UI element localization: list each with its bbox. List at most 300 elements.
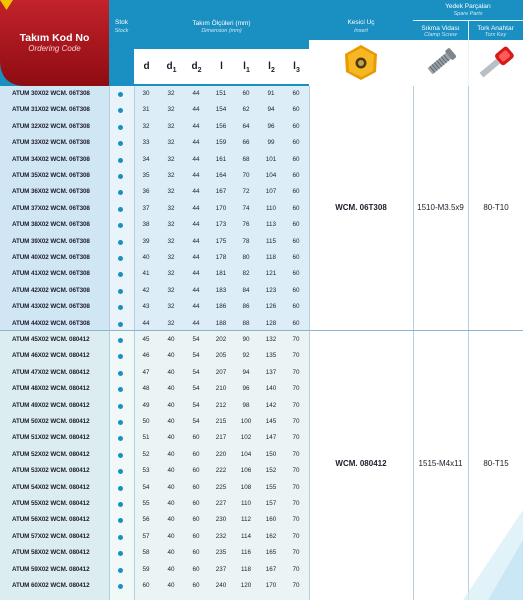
table-row [0,102,309,118]
table-row [0,168,309,184]
dimension-value-l1: 86 [242,303,250,311]
table-row [0,562,309,578]
stock-dot-icon [118,387,123,392]
stock-dot-icon [118,518,123,523]
ordering-code: ATUM 40X02 WCM. 06T308 [12,254,90,261]
dimension-value-l: 220 [215,450,227,458]
dimension-symbol-base: d [166,61,173,72]
dimension-symbol-base: l [220,61,223,72]
dimension-value-l2: 152 [265,467,277,475]
dimension-value-d1: 40 [167,565,175,573]
dimension-value-l: 237 [215,565,227,573]
dimension-value-l: 181 [215,270,227,278]
ordering-code: ATUM 60X02 WCM. 080412 [12,582,90,589]
dimension-value-l1: 68 [242,155,250,163]
dimension-value-d2: 44 [192,319,200,327]
dimension-value-d2: 54 [192,418,200,425]
dimension-value-d2: 54 [192,368,200,376]
dimension-value-l1: 64 [242,122,250,130]
dimension-value-d2: 44 [192,303,200,311]
dimension-value-l3: 60 [292,254,300,261]
dimension-value-l3: 60 [292,90,300,97]
dimension-title: Takım Ölçüleri (mm) [192,20,251,27]
dimension-value-d1: 40 [167,516,175,524]
dimension-value-l2: 104 [265,172,277,179]
dimension-value-d2: 44 [192,172,200,179]
torx-key-image-box [469,40,523,86]
ordering-code: ATUM 59X02 WCM. 080412 [12,565,90,573]
dimension-value-d2: 60 [192,516,200,524]
dimension-value-d: 39 [142,237,150,245]
dimension-value-l1: 104 [240,450,252,458]
key-value-group2: 80-T15 [483,459,509,468]
dimension-value-l3: 70 [292,483,300,491]
dimension-value-d1: 40 [167,336,175,343]
ordering-code: ATUM 30X02 WCM. 06T308 [12,90,90,97]
dimension-value-l3: 60 [292,221,300,229]
ordering-code: ATUM 50X02 WCM. 080412 [12,418,90,425]
stock-dot-icon [118,256,123,261]
dimension-symbol-index: 1 [245,67,250,74]
dimension-value-d2: 44 [192,188,200,196]
table-row [0,234,309,250]
ordering-code: ATUM 54X02 WCM. 080412 [12,483,90,491]
dimension-value-l: 161 [215,155,227,163]
dimension-value-d: 54 [142,483,150,491]
table-row [0,135,309,151]
ordering-code: ATUM 33X02 WCM. 06T308 [12,139,90,147]
dimension-value-d: 31 [142,106,150,114]
stock-dot-icon [118,486,123,491]
dimension-value-d2: 60 [192,549,200,557]
table-row [0,152,309,168]
dimension-value-d1: 32 [167,286,175,294]
table-row [0,430,309,446]
dimension-value-l3: 60 [292,155,300,163]
dimension-value-d: 47 [142,368,150,376]
dimension-value-d2: 44 [192,106,200,114]
stock-dot-icon [118,420,123,425]
dimension-value-l3: 60 [292,139,300,147]
dimension-value-d1: 32 [167,270,175,278]
screw-value-group2: 1515-M4x11 [418,459,463,468]
dimension-value-d2: 44 [192,237,200,245]
dimension-value-l2: 137 [265,368,277,376]
dimension-value-l2: 162 [265,532,277,540]
dimension-value-l2: 170 [265,582,277,589]
dimension-value-d1: 32 [167,90,175,97]
dimension-symbol-3 [209,49,234,85]
clamp-screw-subtitle: Clamp Screw [424,32,457,38]
dimension-value-l2: 107 [265,188,277,196]
dimension-value-d: 38 [142,221,150,229]
insert-icon [309,40,413,86]
insert-value-group2: WCM. 080412 [335,459,387,468]
insert-image-box [309,40,413,86]
dimension-value-l3: 70 [292,467,300,475]
dimension-value-l3: 60 [292,270,300,278]
dimension-value-d: 60 [142,582,150,589]
dimension-value-l: 164 [215,172,227,179]
dimension-value-l3: 60 [292,286,300,294]
dimension-value-l2: 91 [267,90,275,97]
dimension-value-l2: 121 [265,270,277,278]
dimension-value-l: 210 [215,385,227,393]
dimension-value-d1: 32 [167,303,175,311]
table-row [0,414,309,430]
dimension-value-l3: 70 [292,549,300,557]
dimension-value-d: 57 [142,532,150,540]
dimension-value-d1: 32 [167,139,175,147]
dimension-value-l1: 94 [242,368,250,376]
stock-dot-icon [118,289,123,294]
table-row [0,463,309,479]
table-row [0,529,309,545]
dimension-symbol-2 [184,49,209,85]
dimension-value-d2: 44 [192,286,200,294]
stock-dot-icon [118,338,123,343]
dimension-value-d2: 54 [192,385,200,393]
dimension-value-l3: 60 [292,172,300,179]
ordering-code: ATUM 38X02 WCM. 06T308 [12,221,90,229]
ordering-code: ATUM 42X02 WCM. 06T308 [12,286,90,294]
dimension-value-d1: 32 [167,254,175,261]
dimension-value-l: 175 [215,237,227,245]
dimension-value-l2: 94 [267,106,275,114]
dimension-value-l: 167 [215,188,227,196]
dimension-value-d2: 60 [192,582,200,589]
dimension-value-l2: 157 [265,500,277,507]
dimension-value-l1: 108 [240,483,252,491]
dimension-value-l3: 70 [292,401,300,409]
dimension-value-d2: 60 [192,565,200,573]
dimension-value-l1: 76 [242,221,250,229]
dimension-value-d1: 32 [167,172,175,179]
dimension-value-d1: 40 [167,483,175,491]
dimension-value-d1: 40 [167,549,175,557]
table-row [0,545,309,561]
dimension-value-l2: 123 [265,286,277,294]
table-row [0,250,309,266]
stock-dot-icon [118,404,123,409]
dimension-value-l2: 150 [265,450,277,458]
dimension-value-d1: 32 [167,319,175,327]
dimension-symbol-5 [259,49,284,85]
dimension-value-l2: 142 [265,401,277,409]
stock-dot-icon [118,322,123,327]
product-table [0,86,523,600]
ordering-code: ATUM 55X02 WCM. 080412 [12,500,90,507]
ordering-code: ATUM 32X02 WCM. 06T308 [12,122,90,130]
ordering-code: ATUM 52X02 WCM. 080412 [12,450,90,458]
stock-dot-icon [118,469,123,474]
dimension-value-l3: 70 [292,516,300,524]
dimension-value-d1: 40 [167,532,175,540]
dimension-value-l: 225 [215,483,227,491]
dimension-value-d1: 40 [167,352,175,360]
stock-dot-icon [118,190,123,195]
dimension-value-l2: 101 [265,155,277,163]
table-row [0,512,309,528]
dimension-value-d: 53 [142,467,150,475]
dimension-symbols-row [134,48,309,84]
table-row [0,447,309,463]
dimension-value-l1: 78 [242,237,250,245]
ordering-code: ATUM 46X02 WCM. 080412 [12,352,90,360]
dimension-value-l2: 155 [265,483,277,491]
dimension-value-l1: 62 [242,106,250,114]
dimension-symbol-0 [134,49,159,85]
screw-value-group1: 1510-M3.5x9 [417,203,464,212]
dimension-value-l2: 99 [267,139,275,147]
table-row [0,480,309,496]
insert-subtitle: Insert [354,28,368,34]
dimension-symbol-base: d [143,61,150,72]
dimension-value-d1: 32 [167,237,175,245]
dimension-value-l2: 115 [265,237,277,245]
dimension-value-d: 55 [142,500,150,507]
dimension-value-l: 202 [215,336,227,343]
table-row [0,316,309,332]
dimension-symbol-index: 2 [197,67,202,74]
dimension-value-l1: 112 [240,516,252,524]
clamp-screw-image-box [413,40,468,86]
dimension-symbol-base: d [191,61,198,72]
dimension-value-l3: 60 [292,106,300,114]
dimension-value-d1: 40 [167,434,175,442]
dimension-value-d2: 44 [192,155,200,163]
dimension-value-d: 48 [142,385,150,393]
dimension-symbol-index: 1 [172,67,177,74]
dimension-value-d: 35 [142,172,150,179]
dimension-value-d1: 40 [167,368,175,376]
ordering-code: ATUM 41X02 WCM. 06T308 [12,270,90,278]
dimension-value-d: 32 [142,122,150,130]
dimension-value-d: 36 [142,188,150,196]
stock-dot-icon [118,305,123,310]
torx-key-subtitle: Torx Key [484,32,507,38]
dimension-value-d2: 44 [192,139,200,147]
torx-key-icon [469,40,523,86]
stock-dot-icon [118,568,123,573]
clamp-screw-title: Sıkma Vidası [421,25,460,32]
dimension-value-l2: 128 [265,319,277,327]
dimension-value-d: 42 [142,286,150,294]
ordering-code: ATUM 53X02 WCM. 080412 [12,467,90,475]
dimension-value-l2: 147 [265,434,277,442]
dimension-value-l1: 84 [242,286,250,294]
dimension-value-d1: 32 [167,204,175,212]
ordering-code-subtitle: Ordering Code [28,44,81,53]
stock-dot-icon [118,371,123,376]
dimension-value-l2: 167 [265,565,277,573]
dimension-value-d2: 60 [192,500,200,507]
dimension-value-l: 178 [215,254,227,261]
dimension-value-d: 33 [142,139,150,147]
dimension-value-l1: 102 [240,434,252,442]
dimension-value-l2: 118 [265,254,277,261]
dimension-value-l1: 72 [242,188,250,196]
dimension-symbol-index: 2 [270,67,275,74]
dimension-value-l3: 70 [292,352,300,360]
ordering-code: ATUM 56X02 WCM. 080412 [12,516,90,524]
dimension-value-d1: 32 [167,106,175,114]
dimension-value-l: 217 [215,434,227,442]
table-row [0,86,309,102]
dimension-value-d: 34 [142,155,150,163]
ordering-code: ATUM 48X02 WCM. 080412 [12,385,90,393]
dimension-value-l: 205 [215,352,227,360]
dimension-value-l2: 132 [265,336,277,343]
dimension-value-l: 235 [215,549,227,557]
insert-value-group1: WCM. 06T308 [335,203,387,212]
dimension-value-d: 58 [142,549,150,557]
dimension-value-d1: 40 [167,467,175,475]
stock-subtitle: Stock [114,28,129,34]
ordering-code: ATUM 49X02 WCM. 080412 [12,401,90,409]
dimension-value-d: 59 [142,565,150,573]
dimension-value-l2: 96 [267,122,275,130]
dimension-value-l3: 70 [292,450,300,458]
dimension-value-l1: 74 [242,204,250,212]
dimension-subtitle: Dimension (mm) [201,28,242,34]
stock-dot-icon [118,272,123,277]
dimension-value-l3: 70 [292,368,300,376]
table-row [0,266,309,282]
table-row [0,398,309,414]
dimension-value-d: 43 [142,303,150,311]
dimension-value-l3: 60 [292,204,300,212]
dimension-value-l2: 160 [265,516,277,524]
clamp-screw-icon [413,40,468,86]
dimension-value-l3: 70 [292,565,300,573]
dimension-value-l3: 70 [292,532,300,540]
dimension-value-l: 232 [215,532,227,540]
dimension-value-d: 30 [142,90,150,97]
dimension-value-l3: 60 [292,319,300,327]
dimension-value-d1: 40 [167,450,175,458]
dimension-value-d1: 40 [167,418,175,425]
table-row [0,365,309,381]
dimension-value-l1: 82 [242,270,250,278]
stock-dot-icon [118,141,123,146]
dimension-value-l: 151 [215,90,227,97]
ordering-code: ATUM 57X02 WCM. 080412 [12,532,90,540]
dimension-value-l: 222 [215,467,227,475]
dimension-value-d2: 44 [192,221,200,229]
dimension-value-l: 154 [215,106,227,114]
dimension-symbol-base: l [243,61,246,72]
dimension-value-l3: 60 [292,237,300,245]
stock-dot-icon [118,223,123,228]
table-row [0,201,309,217]
dimension-symbol-base: l [293,61,296,72]
dimension-value-l1: 60 [242,90,250,97]
table-row [0,119,309,135]
dimension-value-d: 44 [142,319,150,327]
dimension-value-l1: 116 [240,549,252,557]
dimension-value-d1: 32 [167,122,175,130]
stock-dot-icon [118,453,123,458]
dimension-value-d2: 60 [192,467,200,475]
stock-dot-icon [118,354,123,359]
dimension-value-l: 230 [215,516,227,524]
stock-dot-icon [118,551,123,556]
ordering-code: ATUM 43X02 WCM. 06T308 [12,303,90,311]
dimension-value-d: 49 [142,401,150,409]
dimension-value-d2: 54 [192,401,200,409]
dimension-value-d1: 40 [167,582,175,589]
stock-dot-icon [118,436,123,441]
dimension-value-l1: 120 [240,582,252,589]
dimension-symbol-1 [159,49,184,85]
stock-dot-icon [118,108,123,113]
dimension-value-l3: 60 [292,188,300,196]
dimension-value-d: 40 [142,254,150,261]
dimension-symbol-index: 3 [295,67,300,74]
torx-key-title: Tork Anahtar [477,25,514,32]
ordering-code: ATUM 44X02 WCM. 06T308 [12,319,90,327]
dimension-value-l2: 165 [265,549,277,557]
dimension-value-d2: 44 [192,90,200,97]
stock-dot-icon [118,240,123,245]
dimension-value-d1: 32 [167,188,175,196]
dimension-value-l1: 110 [240,500,252,507]
ordering-code: ATUM 35X02 WCM. 06T308 [12,172,90,179]
ordering-code-title: Takım Kod No [19,32,90,44]
dimension-value-d2: 44 [192,122,200,130]
table-row [0,184,309,200]
dimension-value-l3: 70 [292,500,300,507]
dimension-value-d2: 60 [192,483,200,491]
ordering-code: ATUM 31X02 WCM. 06T308 [12,106,90,114]
dimension-value-l: 188 [215,319,227,327]
dimension-value-d1: 40 [167,401,175,409]
dimension-value-l: 215 [215,418,227,425]
dimension-value-l2: 110 [265,204,277,212]
ordering-code: ATUM 58X02 WCM. 080412 [12,549,90,557]
dimension-value-l: 207 [215,368,227,376]
dimension-value-l1: 96 [242,385,250,393]
dimension-value-l1: 92 [242,352,250,360]
dimension-value-d2: 60 [192,434,200,442]
dimension-value-l2: 113 [265,221,277,229]
stock-dot-icon [118,584,123,589]
stock-dot-icon [118,92,123,97]
ordering-code: ATUM 47X02 WCM. 080412 [12,368,90,376]
dimension-value-l1: 70 [242,172,250,179]
dimension-value-l2: 135 [265,352,277,360]
table-row [0,217,309,233]
dimension-value-d: 56 [142,516,150,524]
dimension-value-l3: 60 [292,303,300,311]
key-value-group1: 80-T10 [483,203,509,212]
dimension-value-l3: 70 [292,336,300,343]
dimension-value-l: 159 [215,139,227,147]
dimension-value-d1: 32 [167,155,175,163]
stock-dot-icon [118,535,123,540]
ordering-code: ATUM 39X02 WCM. 06T308 [12,237,90,245]
dimension-value-d: 45 [142,336,150,343]
dimension-value-l3: 70 [292,582,300,589]
dimension-value-d: 37 [142,204,150,212]
dimension-value-l2: 145 [265,418,277,425]
table-row [0,283,309,299]
dimension-value-l1: 114 [240,532,252,540]
dimension-value-l2: 126 [265,303,277,311]
table-row [0,578,309,594]
dimension-value-d2: 60 [192,450,200,458]
